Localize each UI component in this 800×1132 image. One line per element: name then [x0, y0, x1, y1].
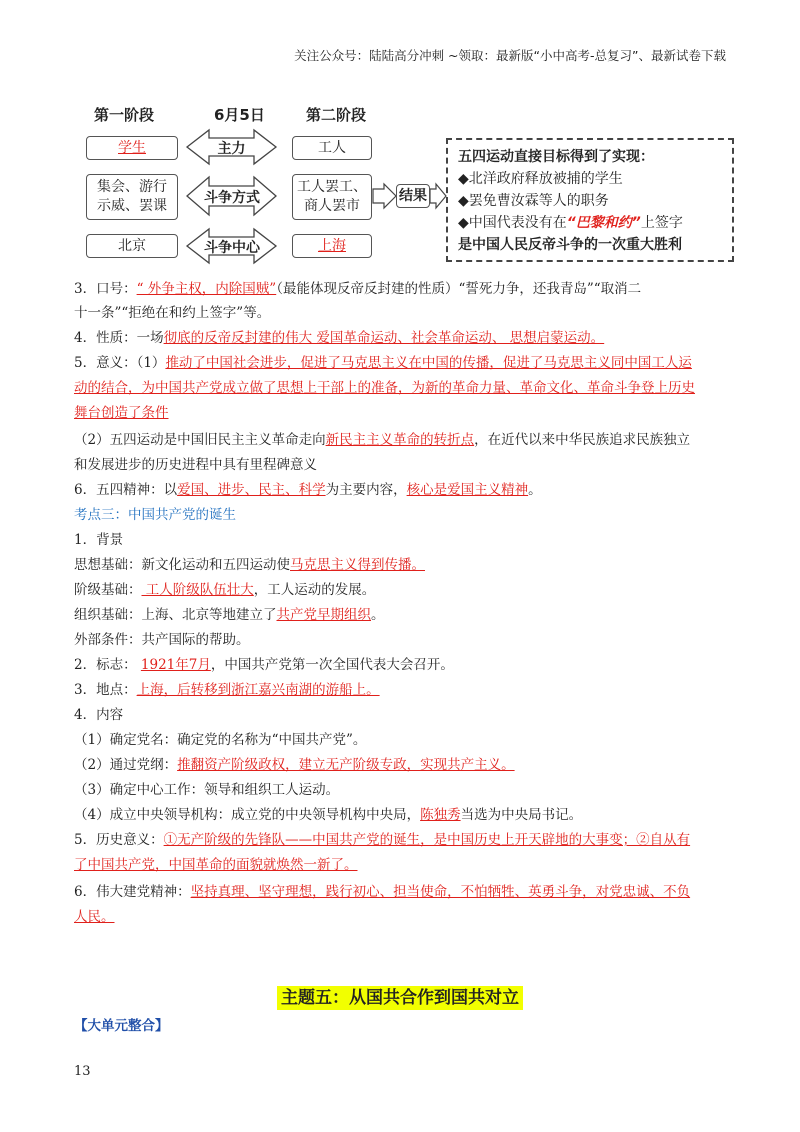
row2-mid-label: 斗争方式: [204, 190, 260, 206]
section-heading: 考点三：中国共产党的诞生: [74, 507, 236, 523]
result-item: ◆罢免曹汝霖等人的职务: [458, 193, 609, 209]
text-line: 4．内容: [74, 707, 124, 723]
text-line: （1）确定党名：确定党的名称为“中国共产党”。: [74, 732, 367, 748]
row2-right-box: 工人罢工、 商人罢市: [292, 174, 372, 220]
row1-right-box: 工人: [292, 136, 372, 160]
text-line: 动的结合，为中国共产党成立做了思想上干部上的准备，为新的革命力量、革命文化、革命斗争登上历史: [74, 380, 695, 396]
row3-right-box: 上海: [292, 234, 372, 258]
stage1-heading: 第一阶段: [94, 106, 155, 124]
date-heading: 6月5日: [214, 106, 265, 124]
text-line: 4．性质：一场彻底的反帝反封建的伟大 爱国革命运动、社会革命运动、 思想启蒙运动。: [74, 330, 605, 346]
text-line: 思想基础：新文化运动和五四运动使马克思主义得到传播。: [74, 557, 425, 573]
text-line: 3．口号：“ 外争主权，内除国贼”（最能体现反帝反封建的性质）“誓死力争，还我青岛”“取消二: [74, 281, 642, 297]
row3-left-box: 北京: [86, 234, 178, 258]
result-item: ◆中国代表没有在“巴黎和约”上签字: [458, 215, 683, 231]
text-line: 舞台创造了条件: [74, 405, 169, 421]
row1-mid-label: 主力: [217, 141, 246, 157]
text-line: 6．伟大建党精神：坚持真理、坚守理想，践行初心、担当使命，不怕牺牲、英勇斗争，对党忠诚、不负: [74, 884, 691, 900]
text-line: 阶级基础： 工人阶级队伍壮大，工人运动的发展。: [74, 582, 376, 598]
right-arrow-shape: [373, 184, 396, 208]
text-line: 2．标志： 1921年7月，中国共产党第一次全国代表大会召开。: [74, 657, 454, 673]
stage2-heading: 第二阶段: [306, 106, 367, 124]
text-line: 6．五四精神：以爱国、进步、民主、科学为主要内容，核心是爱国主义精神。: [74, 482, 542, 498]
page-number: 13: [74, 1064, 91, 1079]
row2-left-box: 集会、游行 示威、罢课: [86, 174, 178, 220]
row3-mid-label: 斗争中心: [204, 240, 260, 256]
text-line: 十一条”“拒绝在和约上签字”等。: [74, 305, 271, 321]
text-line: 1．背景: [74, 532, 124, 548]
right-arrow-shape: [430, 184, 446, 208]
text-line: 组织基础：上海、北京等地建立了共产党早期组织。: [74, 607, 385, 623]
text-line: （4）成立中央领导机构：成立党的中央领导机构中央局，陈独秀当选为中央局书记。: [74, 807, 583, 823]
may-fourth-diagram: [84, 100, 734, 270]
result-title: 五四运动直接目标得到了实现：: [458, 149, 654, 165]
page-header: 关注公众号：陆陆高分冲刺 ~领取：最新版“小中高考-总复习”、最新试卷下载: [294, 48, 726, 63]
result-label-box: 结果: [396, 184, 430, 208]
topic-heading: 主题五：从国共合作到国共对立: [0, 983, 800, 1008]
text-line: （2）五四运动是中国旧民主主义革命走向新民主主义革命的转折点，在近代以来中华民族追求民族独立: [74, 432, 691, 448]
text-line: （2）通过党纲：推翻资产阶级政权，建立无产阶级专政，实现共产主义。: [74, 757, 515, 773]
text-line: （3）确定中心工作：领导和组织工人运动。: [74, 782, 340, 798]
unit-label: 【大单元整合】: [74, 1018, 169, 1034]
text-line: 5．意义：（1）推动了中国社会进步，促进了马克思主义在中国的传播，促进了马克思主义同中国工人运: [74, 355, 692, 371]
text-line: 了中国共产党，中国革命的面貌就焕然一新了。: [74, 857, 358, 873]
text-line: 3．地点：上海，后转移到浙江嘉兴南湖的游船上。: [74, 682, 380, 698]
text-line: 5．历史意义：①无产阶级的先锋队——中国共产党的诞生，是中国历史上开天辟地的大事变；②自从有: [74, 832, 691, 848]
text-line: 和发展进步的历史进程中具有里程碑意义: [74, 457, 317, 473]
row1-left-box: 学生: [86, 136, 178, 160]
text-line: 外部条件：共产国际的帮助。: [74, 632, 250, 648]
result-box: [446, 138, 734, 262]
result-item: ◆北洋政府释放被捕的学生: [458, 171, 623, 187]
result-conclusion: 是中国人民反帝斗争的一次重大胜利: [458, 237, 682, 253]
text-line: 人民。: [74, 909, 115, 925]
